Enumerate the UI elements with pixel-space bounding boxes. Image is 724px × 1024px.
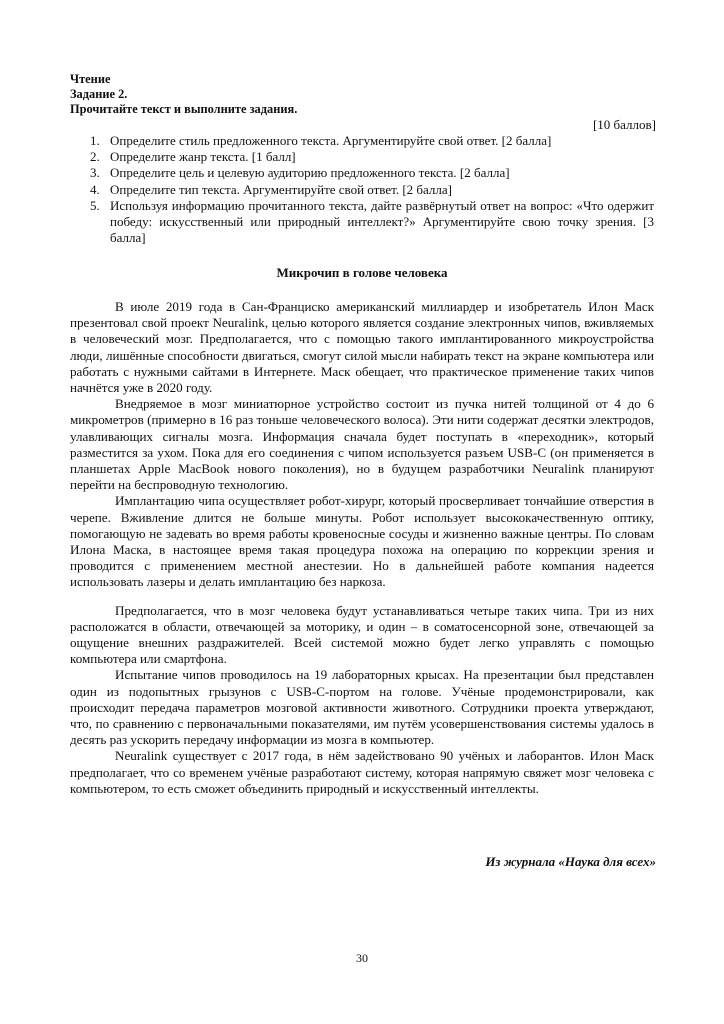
article-title: Микрочип в голове человека: [276, 265, 448, 280]
article-paragraph: В июле 2019 года в Сан-Франциско американский миллиардер и изобретатель Илон Маск презентовал свой проект Neuralink, целью которого является создание электронных чипов, вживляемых в человеческий мозг. Предполагается, что с помощью такого имплантированного микроустройства люди, лишённые способности двигаться, смогут силой мысли набирать текст на экране компьютера или работать с нужными сайтами в Интернете. Маск обещает, что практическое применение таких чипов начнётся уже в 2020 году.: [70, 299, 654, 396]
article-paragraph: Внедряемое в мозг миниатюрное устройство состоит из пучка нитей толщиной от 4 до 6 микрометров (примерно в 16 раз тоньше человеческого волоса). Эти нити содержат десятки электродов, улавливающих сигналы мозга. Информация сначала будет поступать в «переходник», который разместится за ухом. Пока для его соединения с чипом используется разъем USB-C (он применяется в планшетах Apple MacBook нового поколения), но в будущем разработчики Neuralink планируют перейти на беспроводную технологию.: [70, 396, 654, 493]
task-number: 3.: [90, 165, 100, 181]
task-item: [70, 182, 654, 198]
task-text: Определите стиль предложенного текста. Аргументируйте свой ответ. [2 балла]: [110, 133, 552, 148]
total-points: [10 баллов]: [592, 117, 656, 132]
section-heading: Чтение: [70, 72, 111, 86]
task-list: [70, 133, 654, 246]
article-source: Из журнала «Наука для всех»: [485, 854, 656, 869]
task-text: Определите тип текста. Аргументируйте свой ответ. [2 балла]: [110, 181, 452, 197]
task-text: Используя информацию прочитанного текста, дайте развёрнутый ответ на вопрос: «Что одержит победу: искусственный или природный интеллект?» Аргументируйте свою точку зрения. [3 балла]: [110, 197, 654, 246]
task-item: [70, 149, 654, 165]
task-number: 5.: [90, 197, 100, 213]
task-item: [70, 133, 654, 149]
task-number: 4.: [90, 181, 100, 197]
page-number: 30: [356, 951, 368, 965]
task-item: [70, 198, 654, 247]
article-paragraph: Предполагается, что в мозг человека будут устанавливаться четыре таких чипа. Три из них расположатся в области, отвечающей за моторику, и один – в соматосенсорной зоне, отвечающей за ощущение внешних раздражителей. Всей системой можно будет легко управлять с помощью компьютера или смартфона.: [70, 602, 654, 667]
task-number: 1.: [90, 133, 100, 148]
task-instruction: Прочитайте текст и выполните задания.: [70, 102, 298, 116]
article-paragraph: Neuralink существует с 2017 года, в нём задействовано 90 учёных и лаборантов. Илон Маск предполагает, что со временем учёные разработают систему, которая напрямую свяжет мозг человека с компьютером, то есть сможет объединить природный и искусственный интеллекты.: [70, 748, 654, 796]
task-item: [70, 165, 654, 181]
task-heading: Задание 2.: [70, 87, 128, 101]
task-text: Определите цель и целевую аудиторию предложенного текста. [2 балла]: [110, 165, 510, 181]
article-paragraph: Имплантацию чипа осуществляет робот-хирург, который просверливает тончайшие отверстия в черепе. Вживление длится не больше минуты. Робот использует высококачественную оптику, помогающую не задевать во время работы кровеносные сосуды и жизненно важные центры. По словам Илона Маска, в настоящее время такая процедура похожа на операцию по коррекции зрения и проводится с применением местной анестезии. Но в дальнейшей работе компания надеется использовать лазеры и делать имплантацию без наркоза.: [70, 493, 654, 590]
article-paragraph: Испытание чипов проводилось на 19 лабораторных крысах. На презентации был представлен один из подопытных грызунов с USB-C-портом на голове. Учёные продемонстрировали, как происходит передача параметров мозговой активности животного. Сотрудники проекта утверждают, что, по сравнению с первоначальными показателями, им путём усовершенствования системы удалось в десять раз ускорить передачу информации из мозга в компьютер.: [70, 667, 654, 748]
article-body: [70, 299, 654, 797]
task-number: 2.: [90, 149, 100, 165]
task-text: Определите жанр текста. [1 балл]: [110, 149, 296, 165]
